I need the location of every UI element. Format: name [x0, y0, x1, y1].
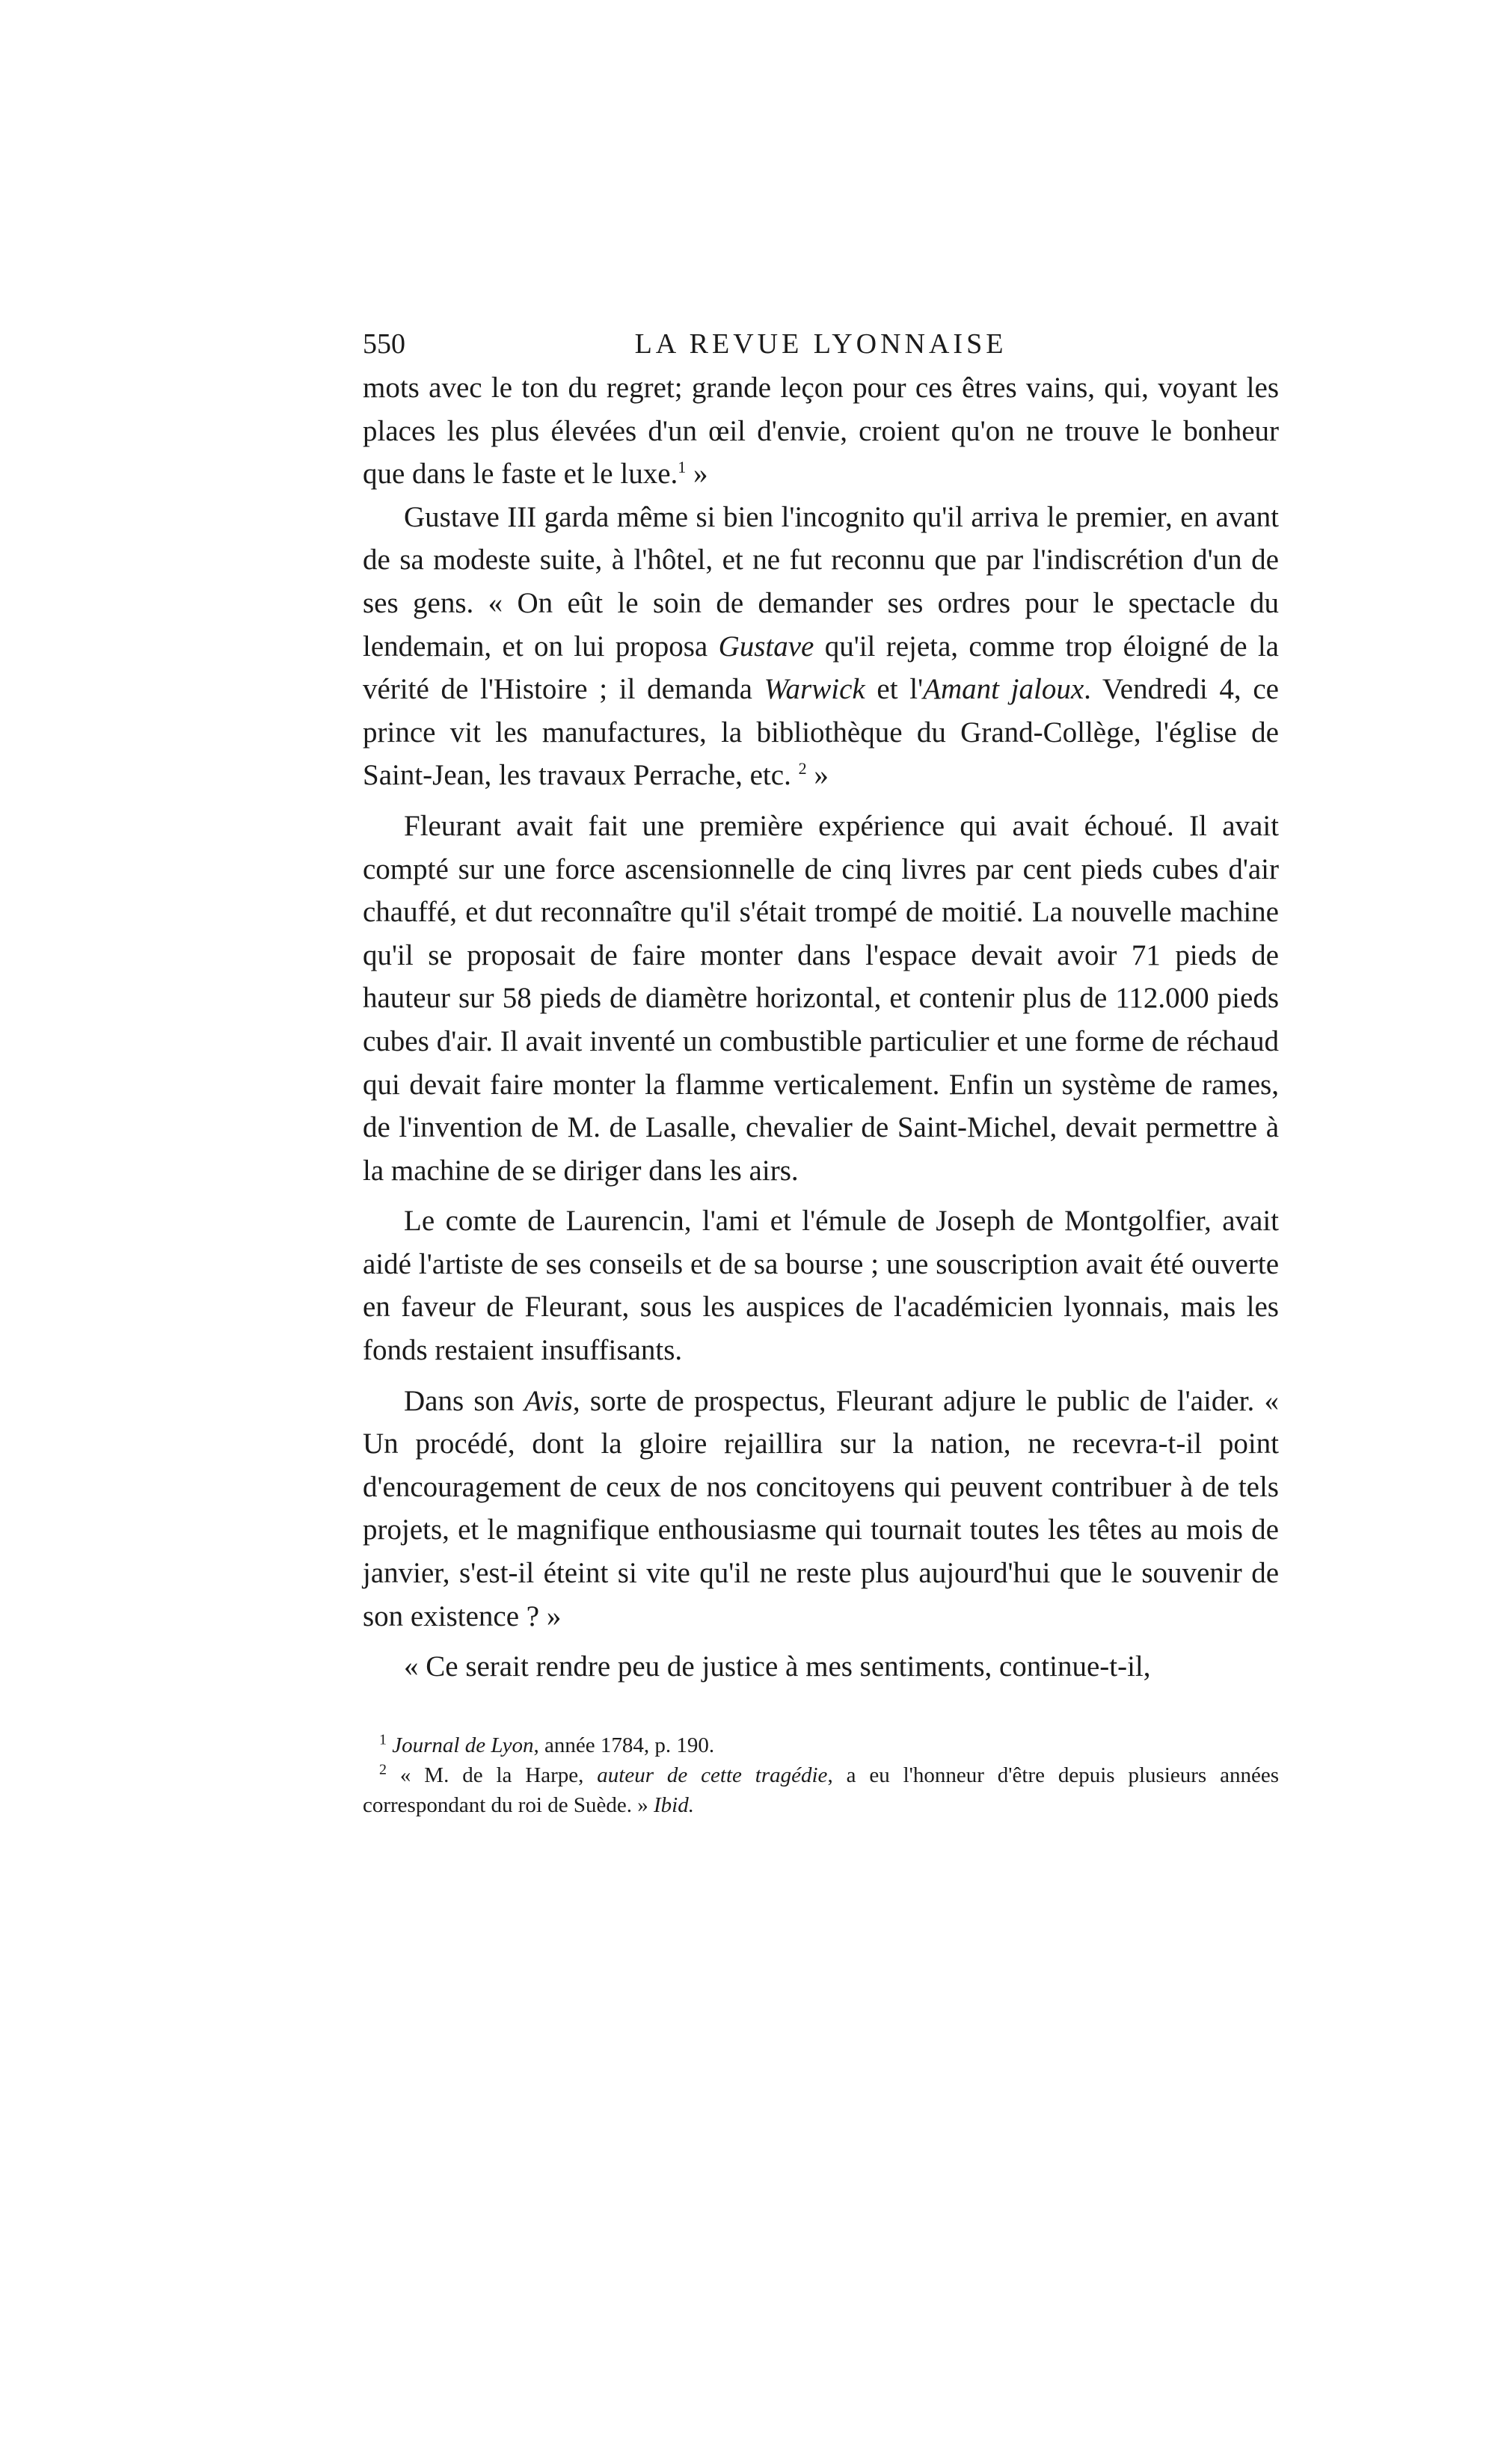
text-run: qu'il rejeta, comme trop éloigné de la vérité de l'Histoire ; il demanda — [363, 630, 1279, 706]
text-run: , sorte de prospectus, Fleurant adjure le public de l'aider. « Un procédé, dont la gloire rejaillira sur la nation, ne recevra-t-il point d'encouragement de ceux de nos concitoyens qui peuvent contribuer à de tels projets, et le magnifique enthousiasme qui tournait toutes les têtes au mois de janvier, s'est-il éteint si vite qu'il ne reste plus aujourd'hui que le souvenir de son existence ? » — [363, 1384, 1279, 1632]
footnote — [363, 1760, 1279, 1820]
journal-title: LA REVUE LYONNAISE — [634, 328, 1007, 360]
text-run: mots avec le ton du regret; grande leçon pour ces êtres vains, qui, voyant les places les plus élevées d'un œil d'envie, croient qu'on ne trouve le bonheur que dans le faste et le luxe. — [363, 372, 1279, 491]
text-run: , année 1784, p. 190. — [533, 1733, 715, 1757]
paragraph — [363, 1380, 1279, 1638]
italic-text: Gustave — [718, 630, 814, 663]
text-run: » — [686, 458, 708, 491]
footnotes — [363, 1730, 1279, 1820]
footnote-reference: 1 — [678, 458, 687, 477]
italic-text: Journal de Lyon — [392, 1733, 534, 1757]
text-run: . Vendredi 4, ce prince vit les manufactures, la bibliothèque du Grand-Collège, l'église de Saint-Jean, les travaux Perrache, etc. — [363, 673, 1279, 792]
paragraph — [363, 1199, 1279, 1371]
book-page — [363, 322, 1279, 1820]
text-run: Dans son — [404, 1384, 524, 1417]
running-head — [363, 322, 1279, 366]
text-run: Gustave III garda même si bien l'incognito qu'il arriva le premier, en avant de sa modeste suite, à l'hôtel, et ne fut reconnu que par l'indiscrétion d'un de ses gens. « On eût le soin de demander ses ordres pour le spectacle du lendemain, et on lui proposa — [363, 500, 1279, 663]
footnote-number: 2 — [379, 1761, 387, 1778]
page-number: 550 — [363, 328, 405, 360]
footnote-reference: 2 — [798, 759, 807, 778]
italic-text: auteur de cette tragédie — [597, 1763, 828, 1787]
italic-text: Amant jaloux — [923, 673, 1084, 706]
italic-text: Warwick — [764, 673, 865, 706]
text-run: « M. de la Harpe, — [399, 1763, 598, 1787]
paragraph — [363, 805, 1279, 1192]
text-run: « Ce serait rendre peu de justice à mes sentiments, continue-t-il, — [404, 1650, 1151, 1683]
text-run: » — [806, 759, 829, 792]
text-run: et l' — [865, 673, 924, 706]
italic-text: Avis — [524, 1384, 573, 1417]
text-run: Fleurant avait fait une première expérience qui avait échoué. Il avait compté sur une force ascensionnelle de cinq livres par cent pieds cubes d'air chauffé, et dut reconnaître qu'il s'était trompé de moitié. La nouvelle machine qu'il se proposait de faire monter dans l'espace devait avoir 71 pieds de hauteur sur 58 pieds de diamètre horizontal, et contenir plus de 112.000 pieds cubes d'air. Il avait inventé un combustible particulier et une forme de réchaud qui devait faire monter la flamme verticalement. Enfin un système de rames, de l'invention de M. de Lasalle, chevalier de Saint-Michel, devait permettre à la machine de se diriger dans les airs. — [363, 809, 1279, 1187]
footnote — [363, 1730, 1279, 1760]
body-text — [363, 366, 1279, 1689]
footnote-number: 1 — [379, 1731, 387, 1748]
paragraph — [363, 1645, 1279, 1689]
paragraph — [363, 366, 1279, 496]
italic-text: Ibid. — [653, 1792, 694, 1817]
text-run: Le comte de Laurencin, l'ami et l'émule de Joseph de Montgolfier, avait aidé l'artiste de ses conseils et de sa bourse ; une souscription avait été ouverte en faveur de Fleurant, sous les auspices de l'académicien lyonnais, mais les fonds restaient insuffisants. — [363, 1205, 1279, 1367]
paragraph — [363, 496, 1279, 797]
text-run: , a eu l'honneur d'être depuis plusieurs années correspondant du roi de Suède. » — [363, 1763, 1279, 1817]
